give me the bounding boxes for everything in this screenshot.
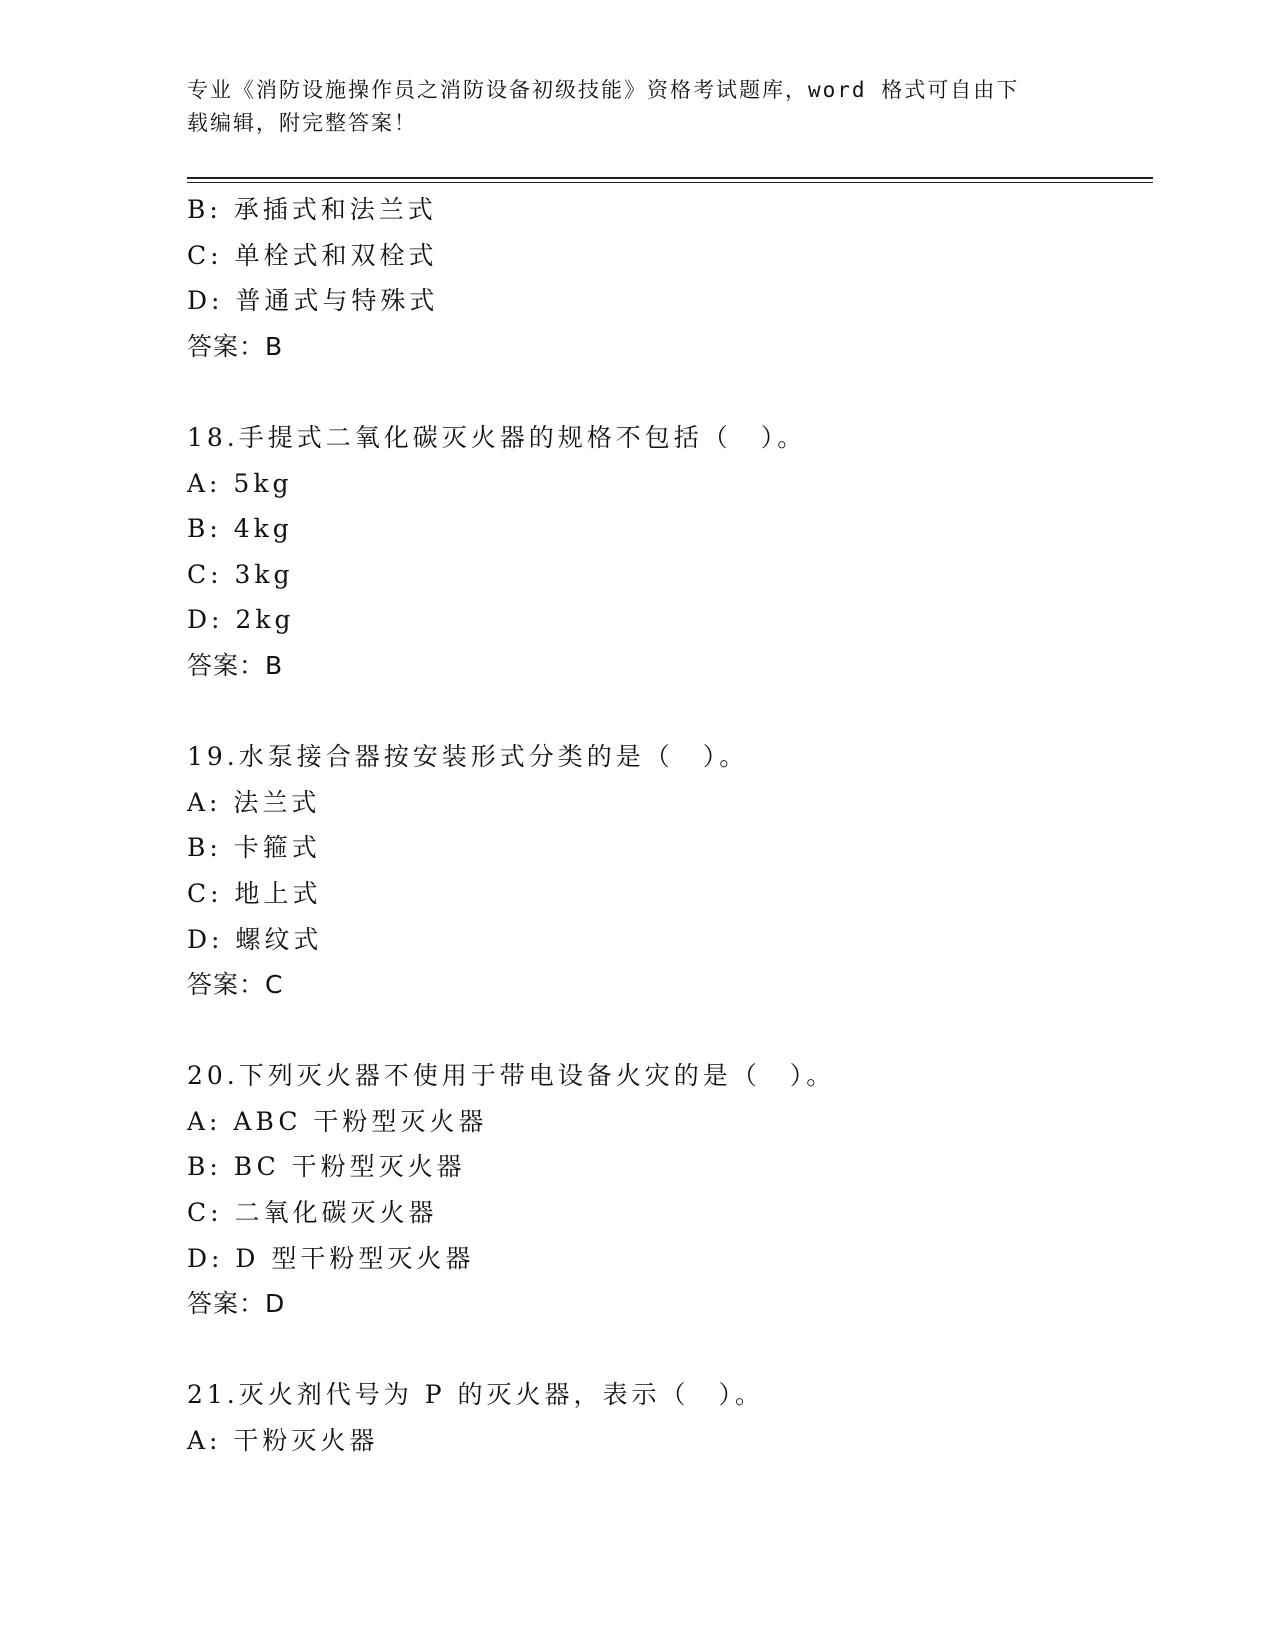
question-17-continuation xyxy=(187,187,1153,369)
option-d: D: D 型干粉型灭火器 xyxy=(187,1243,475,1273)
option-c: C: 地上式 xyxy=(187,878,322,908)
option-a: A: 法兰式 xyxy=(187,787,321,817)
question-stem: 20.下列灭火器不使用于带电设备火灾的是（ ）。 xyxy=(187,1061,836,1091)
spacer xyxy=(187,1327,1153,1373)
option-c: C: 单栓式和双栓式 xyxy=(187,240,438,270)
question-20 xyxy=(187,1053,1153,1327)
answer-line: 答案：D xyxy=(187,1289,286,1319)
document-header xyxy=(187,74,1067,140)
option-c: C: 二氧化碳灭火器 xyxy=(187,1198,438,1228)
option-a: A: 5kg xyxy=(187,468,293,498)
option-b: B: 卡箍式 xyxy=(187,833,321,863)
question-stem: 19.水泵接合器按安装形式分类的是（ ）。 xyxy=(187,742,749,772)
option-d: D: 普通式与特殊式 xyxy=(187,286,439,316)
option-b: B: BC 干粉型灭火器 xyxy=(187,1152,466,1182)
question-19 xyxy=(187,734,1153,1008)
answer-line: 答案：C xyxy=(187,970,284,1000)
answer-line: 答案：B xyxy=(187,331,284,361)
option-d: D: 螺纹式 xyxy=(187,924,323,954)
question-list xyxy=(187,187,1153,1464)
header-divider-thin xyxy=(187,182,1153,183)
question-21 xyxy=(187,1372,1153,1463)
option-b: B: 4kg xyxy=(187,514,293,544)
option-b: B: 承插式和法兰式 xyxy=(187,195,437,224)
spacer xyxy=(187,369,1153,415)
spacer xyxy=(187,1008,1153,1054)
option-a: A: ABC 干粉型灭火器 xyxy=(187,1106,488,1136)
spacer xyxy=(187,689,1153,735)
header-line-1: 专业《消防设施操作员之消防设备初级技能》资格考试题库，word 格式可自由下 xyxy=(187,78,1020,102)
answer-line: 答案：B xyxy=(187,650,284,680)
question-stem: 21.灭火剂代号为 P 的灭火器，表示（ ）。 xyxy=(187,1380,764,1410)
header-divider-thick xyxy=(187,177,1153,179)
option-a: A: 干粉灭火器 xyxy=(187,1426,379,1456)
question-stem: 18.手提式二氧化碳灭火器的规格不包括（ ）。 xyxy=(187,422,807,452)
option-d: D: 2kg xyxy=(187,605,295,635)
question-18 xyxy=(187,415,1153,689)
option-c: C: 3kg xyxy=(187,559,294,589)
header-line-2: 载编辑，附完整答案！ xyxy=(187,111,417,135)
